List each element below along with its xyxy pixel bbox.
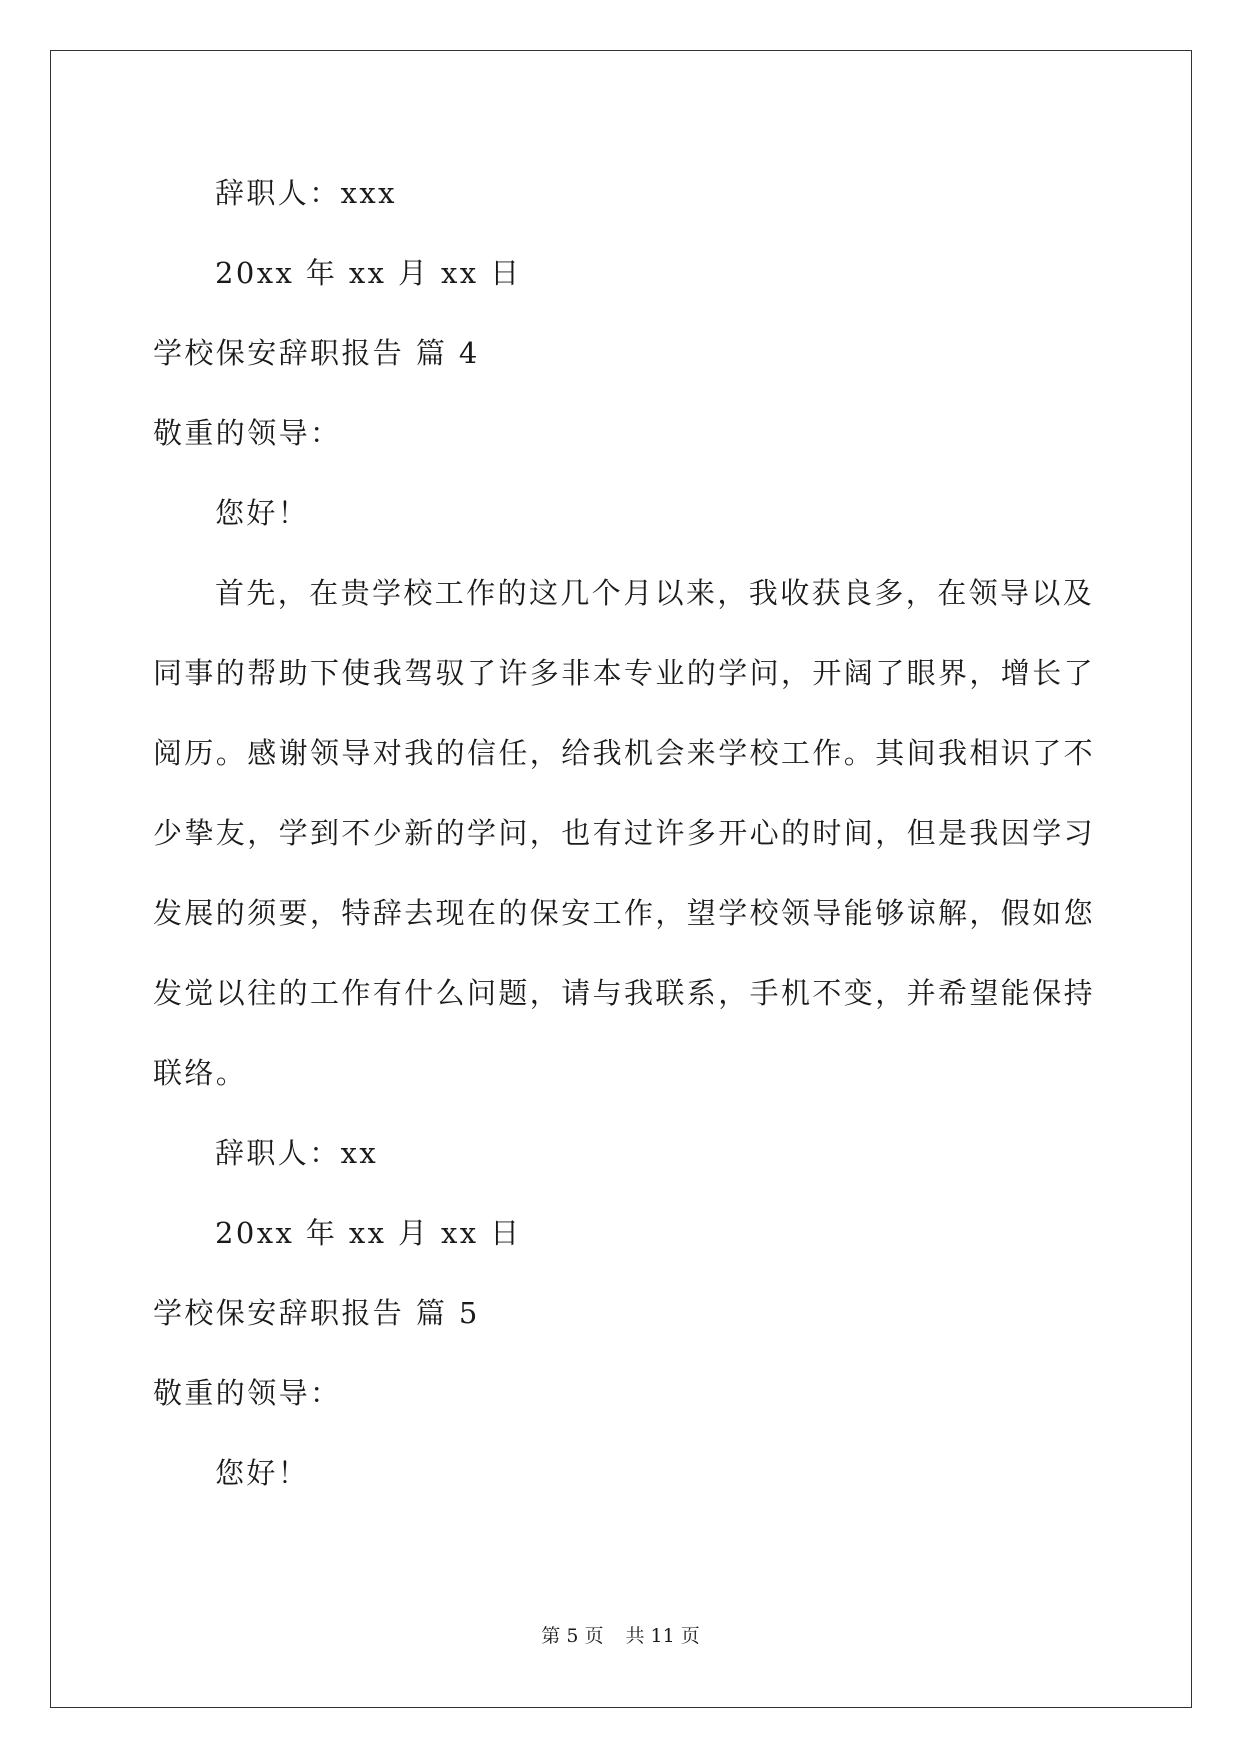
salutation: 敬重的领导：: [153, 416, 342, 450]
body-text-line: 联络。: [153, 1056, 248, 1090]
body-text-line: 首先，在贵学校工作的这几个月以来，我收获良多，在领导以及: [215, 576, 1095, 610]
greeting: 您好！: [215, 496, 310, 530]
page-number-current: 第 5 页: [541, 1625, 604, 1647]
date-line: 20xx 年 xx 月 xx 日: [215, 256, 522, 290]
salutation: 敬重的领导：: [153, 1376, 342, 1410]
body-text-line: 阅历。感谢领导对我的信任，给我机会来学校工作。其间我相识了不: [153, 736, 1096, 770]
body-text-line: 发觉以往的工作有什么问题，请与我联系，手机不变，并希望能保持: [153, 976, 1096, 1010]
body-text-line: 少挚友，学到不少新的学问，也有过许多开心的时间，但是我因学习: [153, 816, 1096, 850]
body-text-line: 同事的帮助下使我驾驭了许多非本专业的学问，开阔了眼界，增长了: [153, 656, 1096, 690]
signature-line: 辞职人：xxx: [215, 176, 397, 210]
date-line: 20xx 年 xx 月 xx 日: [215, 1216, 522, 1250]
section-heading: 学校保安辞职报告 篇 4: [153, 336, 480, 370]
greeting: 您好！: [215, 1456, 310, 1490]
section-heading: 学校保安辞职报告 篇 5: [153, 1296, 480, 1330]
page-number-total: 共 11 页: [625, 1625, 700, 1647]
signature-line: 辞职人：xx: [215, 1136, 379, 1170]
body-text-line: 发展的须要，特辞去现在的保安工作，望学校领导能够谅解，假如您: [153, 896, 1096, 930]
page-footer: [0, 1624, 1241, 1648]
